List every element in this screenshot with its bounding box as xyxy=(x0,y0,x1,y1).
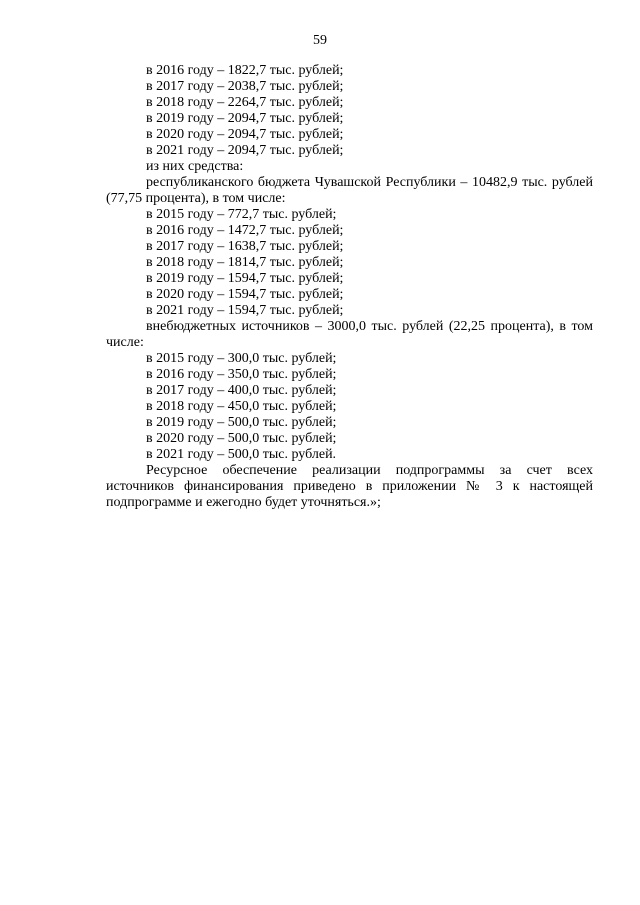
funding-line-2019: в 2019 году – 2094,7 тыс. рублей; xyxy=(146,111,344,126)
funding-line-2018: в 2018 году – 2264,7 тыс. рублей; xyxy=(146,95,344,110)
republic-line-2016: в 2016 году – 1472,7 тыс. рублей; xyxy=(146,223,344,238)
extrabudget-line-2016: в 2016 году – 350,0 тыс. рублей; xyxy=(146,367,337,382)
funding-line-2016: в 2016 году – 1822,7 тыс. рублей; xyxy=(146,63,344,78)
republic-line-2017: в 2017 году – 1638,7 тыс. рублей; xyxy=(146,239,344,254)
republic-line-2018: в 2018 году – 1814,7 тыс. рублей; xyxy=(146,255,344,270)
extrabudget-line-2017: в 2017 году – 400,0 тыс. рублей; xyxy=(146,383,337,398)
document-body xyxy=(106,63,593,511)
republic-line-2020: в 2020 году – 1594,7 тыс. рублей; xyxy=(146,287,344,302)
extrabudget-line-2018: в 2018 году – 450,0 тыс. рублей; xyxy=(146,399,337,414)
funding-line-2020: в 2020 году – 2094,7 тыс. рублей; xyxy=(146,127,344,142)
closing-paragraph: Ресурсное обеспечение реализации подпрограммы за счет всех источников финансирования приведено в приложении № 3 к настоящей подпрограмме и ежегодно будет уточняться.»; xyxy=(106,463,593,510)
funding-line-2021: в 2021 году – 2094,7 тыс. рублей; xyxy=(146,143,344,158)
sources-intro-line: из них средства: xyxy=(146,159,244,174)
republic-line-2021: в 2021 году – 1594,7 тыс. рублей; xyxy=(146,303,344,318)
extrabudget-line-2020: в 2020 году – 500,0 тыс. рублей; xyxy=(146,431,337,446)
funding-line-2017: в 2017 году – 2038,7 тыс. рублей; xyxy=(146,79,344,94)
republic-line-2015: в 2015 году – 772,7 тыс. рублей; xyxy=(146,207,337,222)
extrabudget-paragraph: внебюджетных источников – 3000,0 тыс. рублей (22,25 процента), в том числе: xyxy=(106,319,593,350)
page-number: 59 xyxy=(313,33,327,48)
extrabudget-line-2021: в 2021 году – 500,0 тыс. рублей. xyxy=(146,447,337,462)
republic-budget-paragraph: республиканского бюджета Чувашской Республики – 10482,9 тыс. рублей (77,75 процента), в том числе: xyxy=(106,175,593,206)
extrabudget-line-2015: в 2015 году – 300,0 тыс. рублей; xyxy=(146,351,337,366)
extrabudget-line-2019: в 2019 году – 500,0 тыс. рублей; xyxy=(146,415,337,430)
republic-line-2019: в 2019 году – 1594,7 тыс. рублей; xyxy=(146,271,344,286)
